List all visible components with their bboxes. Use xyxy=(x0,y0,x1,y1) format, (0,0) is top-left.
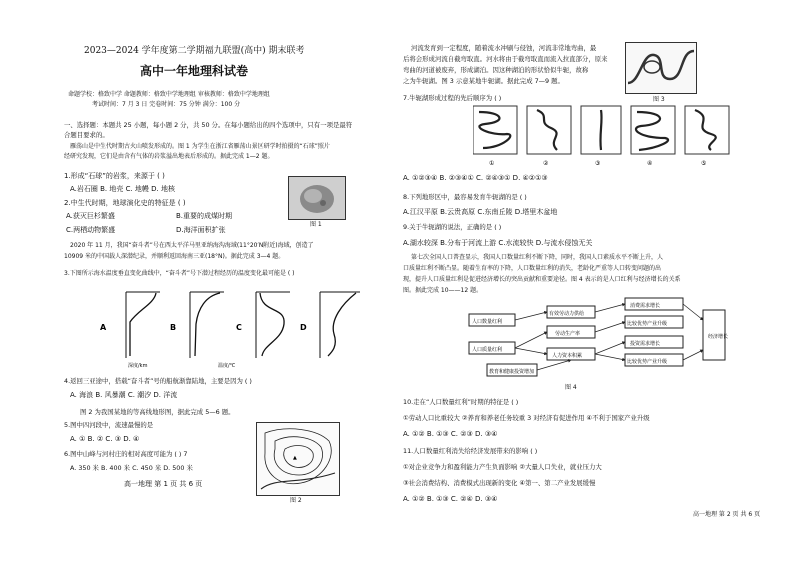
question-11-stem: 11.人口数量红利消失给经济发展带来的影响 ( ) xyxy=(403,447,538,455)
panel-4-label: ④ xyxy=(647,160,653,167)
question-6-stem: 6.图中山峰与河村庄的相对高度可能为 ( ) 7 xyxy=(64,450,188,458)
svg-text:人口质量红利: 人口质量红利 xyxy=(472,347,503,353)
chart-label-d: D xyxy=(300,323,307,332)
right-page-footer: 高一地理 第 2 页 共 6 页 xyxy=(693,511,761,518)
oxbow-lake-figure xyxy=(625,42,697,94)
question-5-stem: 5.图中四河段中，流速最慢的是 xyxy=(64,421,154,429)
svg-text:有效劳动力供给: 有效劳动力供给 xyxy=(549,311,585,317)
diagram-box-right-2 xyxy=(625,316,683,328)
diagram-box-right-3 xyxy=(625,336,683,348)
intro-4-line-1: 第七次全国人口普查显示，我国人口数量红利不断下降，同时，我国人口素质水平不断上升，人 xyxy=(411,254,664,261)
svg-text:劳动生产率: 劳动生产率 xyxy=(555,331,581,337)
diagram-box-left-1 xyxy=(469,314,515,326)
right-intro-line-3: 弯曲的河道被废弃，形成湖泊。因这种湖泊的形状恰似牛轭，故称 xyxy=(403,66,589,74)
question-3-stem: 3.下图所示海水温度垂直变化曲线中，“奋斗者”号下潜过程经历的温度变化最可能是 ( ) xyxy=(64,270,295,277)
meander-panel-3 xyxy=(581,106,621,167)
chart-panel-a xyxy=(100,292,160,358)
question-10-items: ①劳动人口比重较大 ②养育和养老任务较重 3 对经济有促进作用 ④不利于国家产业升级 xyxy=(403,414,650,422)
diagram-box-right-1 xyxy=(625,298,683,310)
figure-3-caption: 图 3 xyxy=(653,96,665,103)
panel-1-label: ① xyxy=(489,160,495,167)
right-intro-line-2: 后将会形成河流自截弯取直。河水将由于截弯取直而流入拉直部分，原来 xyxy=(403,55,608,63)
svg-text:消费需求增长: 消费需求增长 xyxy=(630,303,661,309)
stone-ball-image xyxy=(289,177,345,219)
contour-map xyxy=(256,422,340,496)
exam-title: 2023—2024 学年度第二学期福九联盟(高中) 期末联考 xyxy=(84,46,305,56)
svg-text:比较优势产业升级: 比较优势产业升级 xyxy=(627,321,668,327)
chart-label-c: C xyxy=(236,323,242,332)
intro-1-line-1: 雁荡山是中生代时期古火山喷发形成的。图 1 为学生在浙江省雁荡山景区研学时拍摄的“石球”照片 xyxy=(70,143,330,150)
section-1-line-2: 合题目要求的。 xyxy=(64,131,109,139)
question-4-options: A. 海浪 B. 风暴潮 C. 潮汐 D. 洋流 xyxy=(70,391,178,399)
question-2-option-d: D.海洋面积扩张 xyxy=(176,226,226,234)
oxbow-lake-drawing xyxy=(626,43,696,93)
question-11-items-2: ③社会消费结构、消费模式出现新的变化 ④第一、第二产业发展缓慢 xyxy=(403,479,596,487)
intro-2-line-1: 2020 年 11 月，我国“奋斗者”号在西太平洋马里亚纳海沟海域(11°20′N附近)海域，创造了 xyxy=(70,242,314,249)
question-10-stem: 10.走在“人口数量红利”时期的特征是 ( ) xyxy=(403,398,519,406)
figure-1-caption: 图 1 xyxy=(310,221,322,228)
question-7-options: A. ①②③④ B. ②③④① C. ②④③① D. ④②①③ xyxy=(403,174,548,182)
meta-line-1: 命题学校：格致中学 命题教师：格致中学地理组 审核教师：格致中学地理组 xyxy=(68,91,270,98)
right-intro-line-4: 之为牛轭湖。图 3 示意某地牛轭湖。据此完成 7—9 题。 xyxy=(403,77,564,85)
intro-2-line-2: 10909 米的中国载人深潜纪录，并顺利返回海南三亚(18°N)。据此完成 3—4 题。 xyxy=(64,253,285,260)
intro-4-line-2: 口质量红利不断凸显。随着生育率的下降，人口数量红利的消失，老龄化严重等人口转变问题的出 xyxy=(403,265,662,272)
population-dividend-diagram xyxy=(467,296,737,380)
chart-panel-c xyxy=(236,292,290,358)
question-1-options: A.岩石圈 B. 地壳 C. 地幔 D. 地核 xyxy=(70,185,175,193)
chart-label-b: B xyxy=(170,323,177,332)
intro-1-line-2: 经研究发现，它们是由含有气体的岩浆溢出地表后形成的。据此完成 1—2 题。 xyxy=(64,153,274,160)
section-1-line-1: 一、选择题：本题共 25 小题，每小题 2 分，共 50 分。在每小题给出的四个选项中，只有一项是最符 xyxy=(64,121,353,129)
panel-5-label: ⑤ xyxy=(701,160,707,167)
panel-3-label: ③ xyxy=(595,160,601,167)
svg-text:人口数量红利: 人口数量红利 xyxy=(472,319,503,325)
intro-3: 图 2 为我国某地的等高线地形图，据此完成 5—6 题。 xyxy=(80,408,235,416)
chart-label-a: A xyxy=(100,323,107,332)
intro-4-line-3: 现，提升人口质量红利是促进经济增长的突出贡献和重要途径。图 4 表示的是人口红利与经济增长的关系 xyxy=(403,276,681,283)
diagram-box-economic-growth xyxy=(703,310,728,360)
question-11-items-1: ①对企业竞争力和盈利能力产生负面影响 ②大量人口失业，就业压力大 xyxy=(403,463,602,471)
svg-text:经济增长: 经济增长 xyxy=(708,334,729,340)
svg-text:教育和健康投资增加: 教育和健康投资增加 xyxy=(489,369,535,375)
question-10-options: A. ①② B. ①③ C. ②③ D. ③④ xyxy=(403,430,498,438)
chart-panel-d xyxy=(300,292,360,358)
svg-text:比较优势产业升级: 比较优势产业升级 xyxy=(627,359,668,365)
panel-2-label: ② xyxy=(543,160,549,167)
svg-text:人力资本积累: 人力资本积累 xyxy=(552,353,583,359)
question-9-options: A.湖水较深 B.分布于河流上游 C.水流较快 D.与流水侵蚀无关 xyxy=(403,239,593,247)
chart-axis-x-label: 温度/℃ xyxy=(218,363,236,369)
intro-4-line-4: 图。据此完成 10——12 题。 xyxy=(403,287,483,294)
question-4-stem: 4.返回三亚途中，搭载“奋斗者”号的船航渐靠陆地，主要是因为 ( ) xyxy=(64,377,252,385)
meta-line-2: 考试时间：7 月 3 日 完卷时间：75 分钟 满分：100 分 xyxy=(92,101,241,108)
question-9-stem: 9.关于牛轭湖的说法，正确的是 ( ) xyxy=(403,223,502,231)
svg-text:▲: ▲ xyxy=(293,455,297,461)
meander-panel-1 xyxy=(473,106,517,167)
temperature-depth-charts xyxy=(98,284,368,369)
figure-2-caption: 图 2 xyxy=(290,497,302,504)
question-2-option-c: C.两栖动物繁盛 xyxy=(66,226,116,234)
right-intro-line-1: 河流发育到一定程度，随着流水冲刷与侵蚀，河流非常地弯曲，最 xyxy=(411,44,597,52)
contour-map-drawing xyxy=(257,423,339,495)
diagram-box-mid-3 xyxy=(547,348,595,360)
question-1-stem: 1.形成“石球”的岩浆，来源于 ( ) xyxy=(64,172,165,180)
question-7-stem: 7.牛轭湖形成过程的先后顺序为 ( ) xyxy=(403,94,502,102)
diagram-box-bottom xyxy=(487,364,537,376)
subject-title: 高中一年地理科试卷 xyxy=(140,64,249,78)
question-5-options: A. ① B. ② C. ③ D. ④ xyxy=(70,435,140,443)
chart-panel-b xyxy=(170,292,224,358)
meander-panels xyxy=(473,104,735,168)
meander-panel-4 xyxy=(631,106,675,167)
question-11-options: A. ①② B. ①③ C. ②④ D. ③④ xyxy=(403,495,498,503)
left-page-footer: 高一地理 第 1 页 共 6 页 xyxy=(124,480,203,488)
diagram-box-mid-1 xyxy=(547,306,595,318)
diagram-box-mid-2 xyxy=(547,326,595,338)
chart-axis-y-label: 深度/km xyxy=(128,363,148,369)
question-8-stem: 8.下列地形区中，最容易发育牛轭湖的是 ( ) xyxy=(403,193,527,201)
question-2-option-a: A.获灭巨杉繁盛 xyxy=(66,212,115,220)
svg-text:投资需求增长: 投资需求增长 xyxy=(630,341,661,347)
question-8-options: A.江汉平原 B.云贵高原 C.东南丘陵 D.塔里木盆地 xyxy=(403,208,558,216)
question-6-options: A. 350 米 B. 400 米 C. 450 米 D. 500 米 xyxy=(70,464,193,472)
meander-panel-2 xyxy=(527,106,571,167)
figure-4-caption: 图 4 xyxy=(565,384,577,391)
question-2-option-b: B.重要的成煤时期 xyxy=(176,212,233,220)
diagram-box-left-2 xyxy=(469,342,515,354)
stone-ball-photo xyxy=(288,176,346,220)
meander-panel-5 xyxy=(685,106,729,167)
diagram-box-right-4 xyxy=(625,354,683,366)
question-2-stem: 2.中生代时期，地球演化史的特征是 ( ) xyxy=(64,199,186,207)
